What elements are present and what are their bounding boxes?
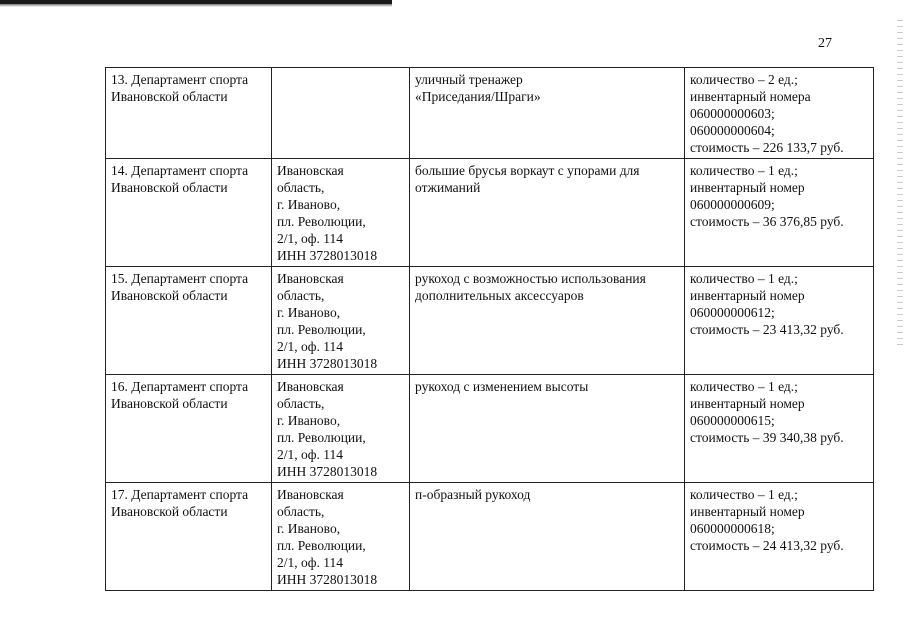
department-cell-line: 17. Департамент спорта <box>111 487 249 502</box>
item-cell <box>410 267 685 375</box>
property-table <box>105 67 874 591</box>
inventory-cell-line: стоимость – 23 413,32 руб. <box>690 322 844 337</box>
department-cell <box>106 375 272 483</box>
table-row <box>106 483 874 591</box>
department-cell-line: 15. Департамент спорта <box>111 271 249 286</box>
address-cell <box>272 375 410 483</box>
address-cell-line: Ивановская <box>277 379 344 394</box>
department-cell-line: Ивановской области <box>111 396 228 411</box>
item-cell <box>410 159 685 267</box>
inventory-cell-line: количество – 1 ед.; <box>690 163 798 178</box>
table-row <box>106 68 874 159</box>
item-cell-line: дополнительных аксессуаров <box>415 288 584 303</box>
department-cell-line: 16. Департамент спорта <box>111 379 249 394</box>
address-cell-line: г. Иваново, <box>277 413 341 428</box>
inventory-cell-line: инвентарный номер <box>690 180 805 195</box>
item-cell-line: большие брусья воркаут с упорами для <box>415 163 640 178</box>
address-cell-line: 2/1, оф. 114 <box>277 231 343 246</box>
item-cell <box>410 483 685 591</box>
item-cell-line: рукоход с возможностью использования <box>415 271 646 286</box>
item-cell-line: п-образный рукоход <box>415 487 531 502</box>
scan-edge-marks <box>897 20 903 350</box>
item-cell-line: «Приседания/Шраги» <box>415 89 541 104</box>
address-cell-line: пл. Революции, <box>277 214 366 229</box>
address-cell-line: 2/1, оф. 114 <box>277 447 343 462</box>
address-cell-line: ИНН 3728013018 <box>277 248 378 263</box>
department-cell-line: Ивановской области <box>111 504 228 519</box>
inventory-cell <box>685 68 874 159</box>
address-cell <box>272 483 410 591</box>
inventory-cell-line: количество – 1 ед.; <box>690 271 798 286</box>
inventory-cell-line: количество – 1 ед.; <box>690 379 798 394</box>
address-cell-line: ИНН 3728013018 <box>277 356 378 371</box>
inventory-cell-line: стоимость – 24 413,32 руб. <box>690 538 844 553</box>
department-cell-line: Ивановской области <box>111 89 228 104</box>
table-row <box>106 159 874 267</box>
inventory-cell-line: инвентарный номер <box>690 396 805 411</box>
inventory-cell-line: 060000000612; <box>690 305 775 320</box>
inventory-cell-line: инвентарный номер <box>690 504 805 519</box>
department-cell <box>106 159 272 267</box>
address-cell-line: Ивановская <box>277 271 344 286</box>
inventory-cell-line: инвентарный номера <box>690 89 811 104</box>
inventory-cell <box>685 483 874 591</box>
department-cell-line: Ивановской области <box>111 288 228 303</box>
address-cell-line: г. Иваново, <box>277 521 341 536</box>
department-cell-line: 13. Департамент спорта <box>111 72 249 87</box>
address-cell-line: область, <box>277 396 325 411</box>
inventory-cell-line: 060000000618; <box>690 521 775 536</box>
inventory-cell-line: стоимость – 226 133,7 руб. <box>690 140 844 155</box>
inventory-cell <box>685 267 874 375</box>
item-cell <box>410 375 685 483</box>
address-cell <box>272 159 410 267</box>
inventory-cell-line: количество – 2 ед.; <box>690 72 798 87</box>
address-cell-line: пл. Революции, <box>277 430 366 445</box>
inventory-cell-line: стоимость – 39 340,38 руб. <box>690 430 844 445</box>
address-cell <box>272 68 410 159</box>
item-cell-line: отжиманий <box>415 180 481 195</box>
scan-top-bar-shadow <box>0 4 392 7</box>
address-cell-line: г. Иваново, <box>277 305 341 320</box>
address-cell-line: Ивановская <box>277 163 344 178</box>
inventory-cell-line: стоимость – 36 376,85 руб. <box>690 214 844 229</box>
department-cell-line: Ивановской области <box>111 180 228 195</box>
property-table-body <box>106 68 874 591</box>
table-row <box>106 267 874 375</box>
inventory-cell-line: 060000000604; <box>690 123 775 138</box>
inventory-cell-line: 060000000603; <box>690 106 775 121</box>
address-cell-line: Ивановская <box>277 487 344 502</box>
inventory-cell-line: инвентарный номер <box>690 288 805 303</box>
department-cell <box>106 68 272 159</box>
address-cell-line: область, <box>277 180 325 195</box>
inventory-cell-line: 060000000615; <box>690 413 775 428</box>
table-row <box>106 375 874 483</box>
item-cell-line: рукоход с изменением высоты <box>415 379 589 394</box>
address-cell-line: г. Иваново, <box>277 197 341 212</box>
item-cell-line: уличный тренажер <box>415 72 523 87</box>
inventory-cell <box>685 159 874 267</box>
item-cell <box>410 68 685 159</box>
address-cell-line: область, <box>277 504 325 519</box>
address-cell-line: 2/1, оф. 114 <box>277 555 343 570</box>
address-cell <box>272 267 410 375</box>
inventory-cell-line: количество – 1 ед.; <box>690 487 798 502</box>
department-cell-line: 14. Департамент спорта <box>111 163 249 178</box>
department-cell <box>106 267 272 375</box>
address-cell-line: пл. Революции, <box>277 322 366 337</box>
address-cell-line: 2/1, оф. 114 <box>277 339 343 354</box>
inventory-cell-line: 060000000609; <box>690 197 775 212</box>
address-cell-line: ИНН 3728013018 <box>277 464 378 479</box>
address-cell-line: пл. Революции, <box>277 538 366 553</box>
page-number: 27 <box>818 36 832 51</box>
department-cell <box>106 483 272 591</box>
inventory-cell <box>685 375 874 483</box>
address-cell-line: область, <box>277 288 325 303</box>
address-cell-line: ИНН 3728013018 <box>277 572 378 587</box>
